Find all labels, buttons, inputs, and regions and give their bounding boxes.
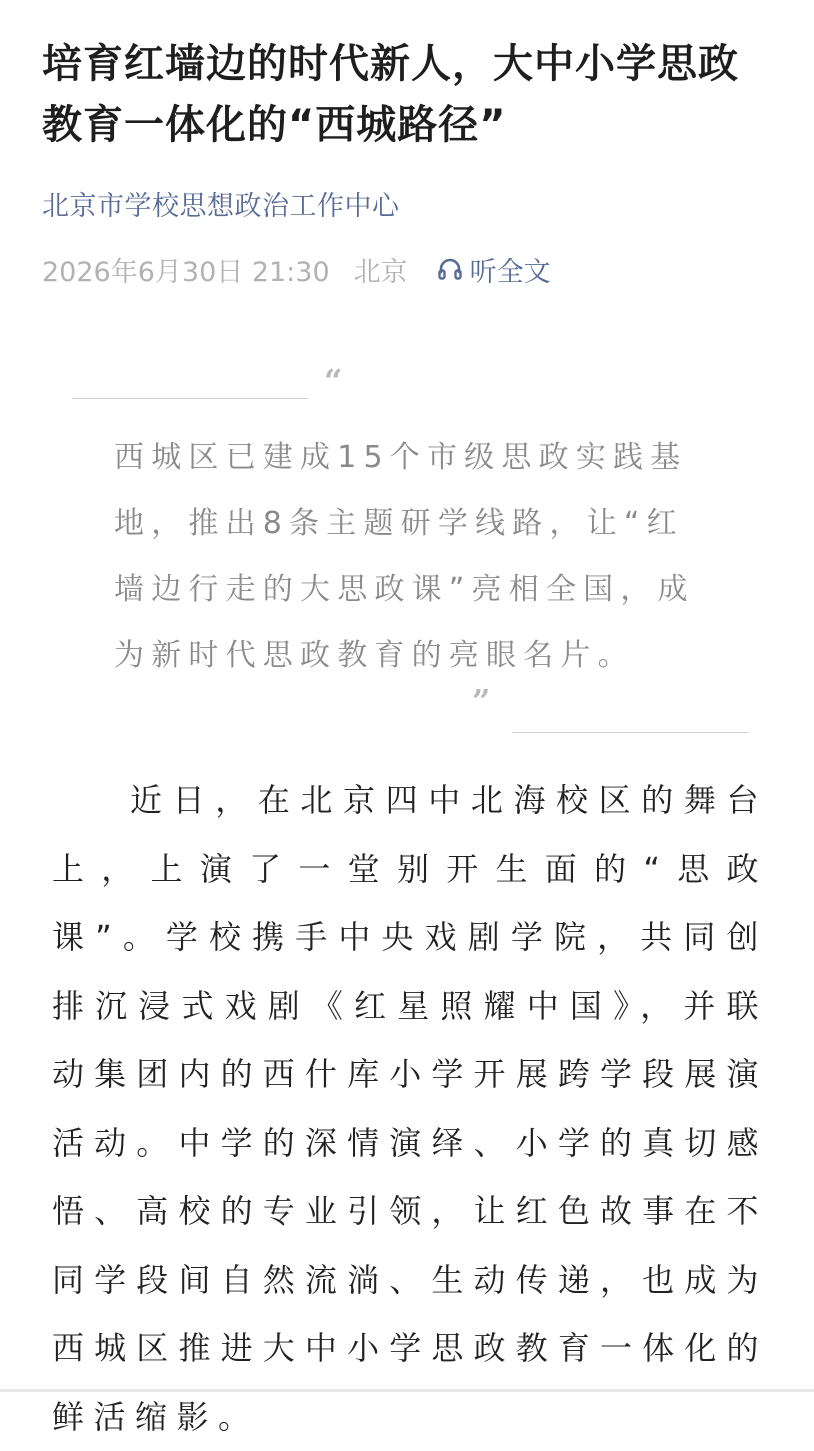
quote-open-icon: “ <box>324 362 343 400</box>
summary-quote-block <box>52 360 764 745</box>
article-meta <box>42 249 551 289</box>
publish-location: 北京 <box>353 256 408 288</box>
article-source-link[interactable]: 北京市学校思想政治工作中心 <box>42 191 400 222</box>
summary-quote-text: 西城区已建成15个市级思政实践基地，推出8条主题研学线路，让“红墙边行走的大思政课”亮相全国，成为新时代思政教育的亮眼名片。 <box>114 440 695 673</box>
publish-date: 2026年6月30日 21:30 <box>42 256 330 288</box>
listen-label: 听全文 <box>469 256 551 288</box>
article-body-paragraph: 近日，在北京四中北海校区的舞台上，上演了一堂别开生面的“思政课”。学校携手中央戏剧学院，共同创排沉浸式戏剧《红星照耀中国》，并联动集团内的西什库小学开展跨学段展演活动。中学的深情演绎、小学的真切感悟、高校的专业引领，让红色故事在不同学段间自然流淌、生动传递，也成为西城区推进大中小学思政教育一体化的鲜活缩影。 <box>52 781 768 1436</box>
quote-divider-bottom <box>512 732 748 733</box>
quote-divider-top <box>72 398 308 399</box>
listen-full-text-button[interactable] <box>436 250 551 289</box>
article-title: 培育红墙边的时代新人，大中小学思政教育一体化的“西城路径” <box>42 41 739 148</box>
quote-close-icon: ” <box>472 682 491 720</box>
headphones-icon <box>436 255 464 283</box>
